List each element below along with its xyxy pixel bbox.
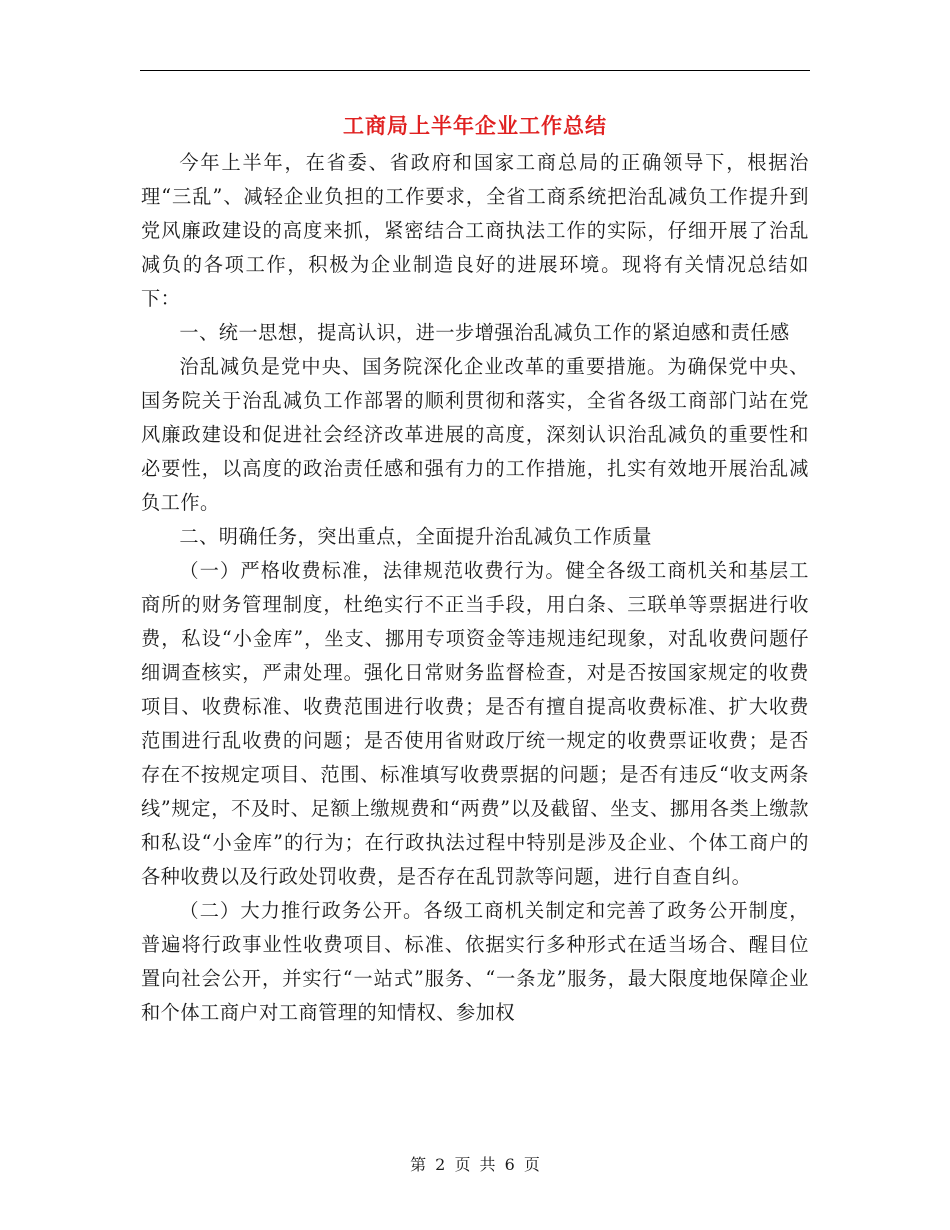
section-heading-2: 二、明确任务，突出重点，全面提升治乱减负工作质量	[179, 525, 652, 548]
page-number: 第 2 页 共 6 页	[410, 1155, 540, 1174]
paragraph-item-2: （二）大力推行政务公开。各级工商机关制定和完善了政务公开制度，普遍将行政事业性收费项目、标准、依据实行多种形式在适当场合、醒目位置向社会公开，并实行“一站式”服务、“一条龙”服务，最大限度地保障企业和个体工商户对工商管理的知情权、参加权	[141, 899, 809, 1024]
section-heading-1: 一、统一思想，提高认识，进一步增强治乱减负工作的紧迫感和责任感	[179, 321, 790, 344]
paragraph-item-1: （一）严格收费标准，法律规范收费行为。健全各级工商机关和基层工商所的财务管理制度，杜绝实行不正当手段，用白条、三联单等票据进行收费，私设“小金库”，坐支、挪用专项资金等违规违纪现象，对乱收费问题仔细调查核实，严肃处理。强化日常财务监督检查，对是否按国家规定的收费项目、收费标准、收费范围进行收费；是否有擅自提高收费标准、扩大收费范围进行乱收费的问题；是否使用省财政厅统一规定的收费票证收费；是否存在不按规定项目、范围、标准填写收费票据的问题；是否有违反“收支两条线”规定，不及时、足额上缴规费和“两费”以及截留、坐支、挪用各类上缴款和私设“小金库”的行为；在行政执法过程中特别是涉及企业、个体工商户的各种收费以及行政处罚收费，是否存在乱罚款等问题，进行自查自纠。	[141, 559, 809, 888]
paragraph-section-1: 治乱减负是党中央、国务院深化企业改革的重要措施。为确保党中央、国务院关于治乱减负工作部署的顺利贯彻和落实，全省各级工商部门站在党风廉政建设和促进社会经济改革进展的高度，深刻认识治乱减负的重要性和必要性，以高度的政治责任感和强有力的工作措施，扎实有效地开展治乱减负工作。	[141, 355, 809, 514]
paragraph-intro: 今年上半年，在省委、省政府和国家工商总局的正确领导下，根据治理“三乱”、减轻企业负担的工作要求，全省工商系统把治乱减负工作提升到党风廉政建设的高度来抓，紧密结合工商执法工作的实际，仔细开展了治乱减负的各项工作，积极为企业制造良好的进展环境。现将有关情况总结如下：	[141, 151, 809, 310]
document-title: 工商局上半年企业工作总结	[343, 114, 607, 138]
header-rule	[140, 70, 810, 71]
document-body	[141, 146, 809, 1030]
